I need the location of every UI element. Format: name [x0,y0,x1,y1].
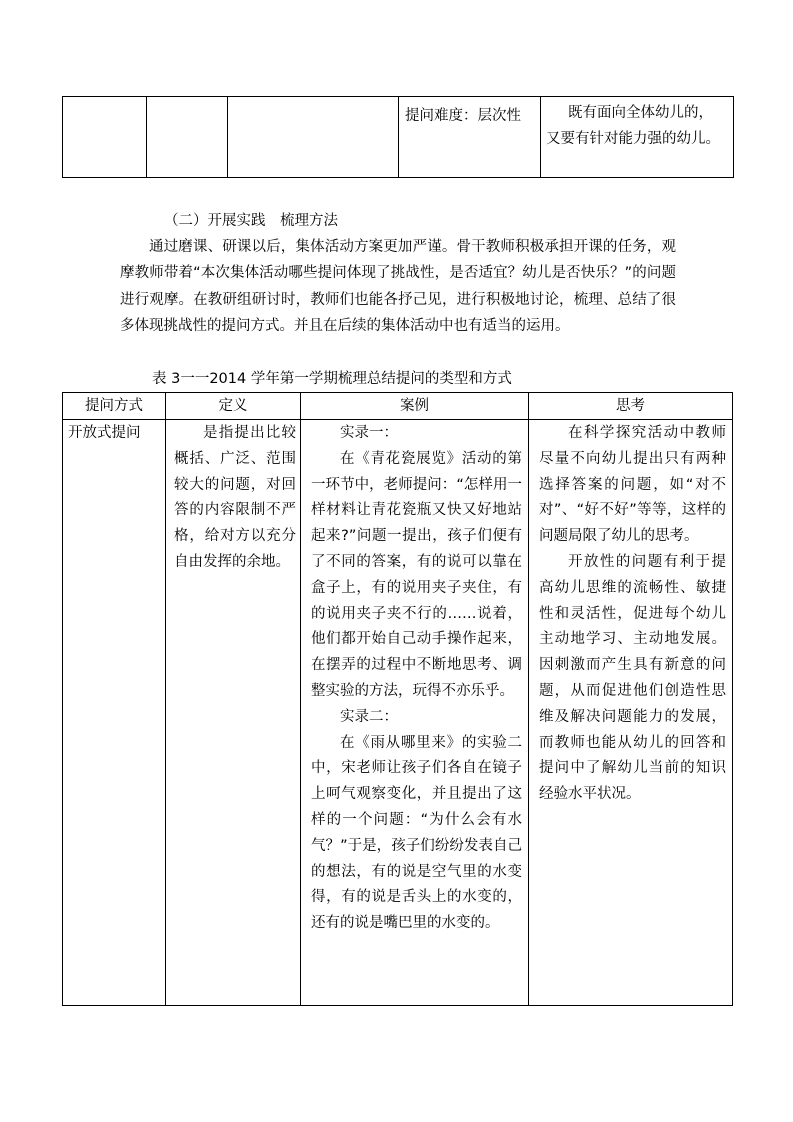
table-caption: 表 3一一2014 学年第一学期梳理总结提问的类型和方式 [152,371,512,387]
table-row [63,97,734,178]
section-heading: （二）开展实践 梳理方法 [164,213,338,229]
empty-cell [228,97,399,178]
empty-cell [63,97,147,178]
question-types-table [62,392,733,1006]
case-cell [301,420,529,1006]
header-case: 案例 [301,393,529,420]
header-thinking: 思考 [529,393,733,420]
case-2-text: 在《雨从哪里来》的实验二中，宋老师让孩子们各自在镜子上呵气观察变化，并且提出了这样的一个问题：“为什么会有水气？”于是，孩子们纷纷发表自己的想法，有的说是空气里的水变得，有的说是舌头上的水变的，还有的说是嘴巴里的水变的。 [311,734,522,932]
table-header-row [63,393,733,420]
case-2-title: 实录二： [340,708,398,725]
definition-cell: 是指提出比较概括、广泛、范围较大的问题，对回答的内容限制不严格，给对方以充分自由发挥的余地。 [166,420,301,1006]
thinking-1: 在科学探究活动中教师尽量不向幼儿提出只有两种选择答案的问题，如“对不对”、“好不好”等等，这样的问题局限了幼儿的思考。 [539,425,726,545]
header-definition: 定义 [166,393,301,420]
continued-table [62,96,734,178]
table-row [63,420,733,1006]
case-1-text: 在《青花瓷展览》活动的第一环节中，老师提问：“怎样用一样材料让青花瓷瓶又快又好地站起来?”问题一提出，孩子们便有了不同的答案，有的说可以靠在盒子上，有的说用夹子夹住，有的说用夹子夹不行的……说着，他们都开始自己动手操作起来，在摆弄的过程中不断地思考、调整实验的方法，玩得不亦乐乎。 [311,450,522,699]
header-method: 提问方式 [63,393,166,420]
difficulty-desc: 既有面向全体幼儿的，又要有针对能力强的幼儿。 [546,105,720,147]
method-cell: 开放式提问 [63,420,166,1006]
difficulty-desc-cell [541,97,734,178]
difficulty-label-cell: 提问难度：层次性 [399,97,541,178]
empty-cell [147,97,228,178]
section-paragraph: 通过磨课、研课以后，集体活动方案更加严谨。骨干教师积极承担开课的任务，观摩教师带着“本次集体活动哪些提问体现了挑战性，是否适宜？幼儿是否快乐？”的问题进行观摩。在教研组研讨时，教师们也能各抒己见，进行积极地讨论，梳理、总结了很多体现挑战性的提问方式。并且在后续的集体活动中也有适当的运用。 [120,239,676,334]
thinking-2: 开放性的问题有利于提高幼儿思维的流畅性、敏捷性和灵活性，促进每个幼儿主动地学习、主动地发展。因刺激而产生具有新意的问题，从而促进他们创造性思维及解决问题能力的发展，而教师也能从幼儿的回答和提问中了解幼儿当前的知识经验水平状况。 [539,553,726,803]
thinking-cell [529,420,733,1006]
case-1-title: 实录一： [340,425,398,441]
